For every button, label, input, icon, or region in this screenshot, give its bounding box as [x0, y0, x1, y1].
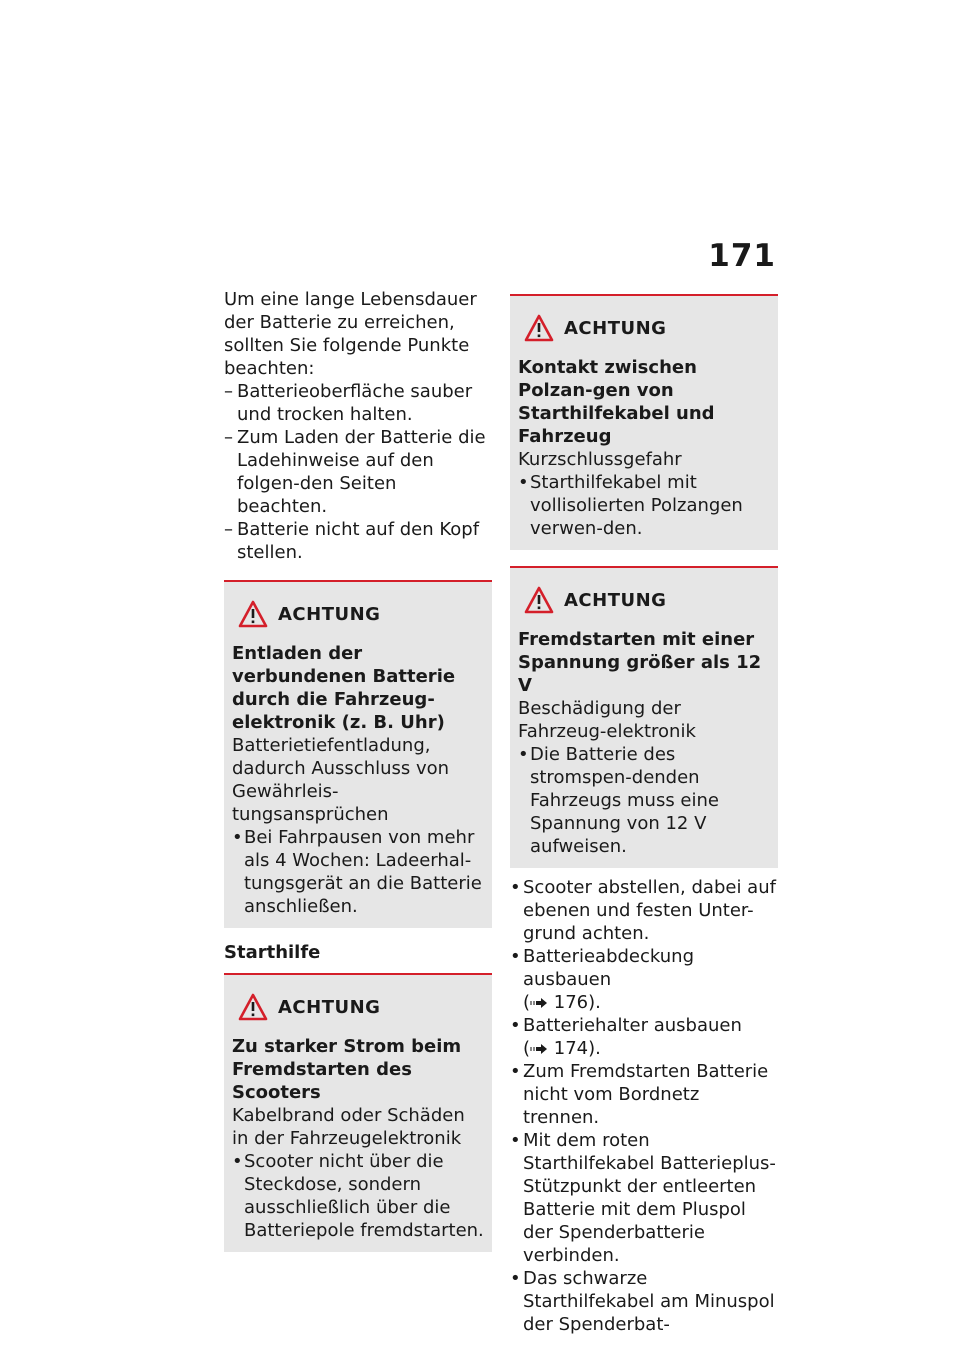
warning-triangle-icon [238, 600, 268, 628]
warning-box-battery-discharge [224, 580, 492, 928]
page-reference[interactable]: 174). [553, 1038, 601, 1059]
procedure-step [510, 1129, 778, 1267]
page-reference-arrow-icon [530, 1043, 548, 1055]
procedure-steps [510, 876, 778, 1336]
warning-box-voltage [510, 566, 778, 868]
warning-consequence: Kabelbrand oder Schäden in der Fahrzeugelektronik [232, 1105, 465, 1149]
warning-triangle-icon [524, 586, 554, 614]
procedure-step [510, 1267, 778, 1336]
warning-title: ACHTUNG [278, 603, 381, 625]
warning-measure: • Die Batterie des stromspen-denden Fahrzeugs muss eine Spannung von 12 V aufweisen. [518, 743, 770, 858]
warning-title: ACHTUNG [564, 317, 667, 339]
procedure-step [510, 1060, 778, 1129]
warning-header [234, 592, 484, 636]
step-text: Mit dem roten Starthilfekabel Batterieplus-Stützpunkt der entleerten Batterie mit dem Pluspol der Spenderbatterie verbinden. [523, 1130, 776, 1266]
intro-list [224, 380, 492, 564]
step-text: Batteriehalter ausbauen [523, 1015, 742, 1036]
warning-header [520, 578, 770, 622]
warning-consequence: Beschädigung der Fahrzeug-elektronik [518, 698, 696, 742]
warning-box-clamp-contact [510, 294, 778, 550]
warning-subject: Entladen der verbundenen Batterie durch die Fahrzeug-elektronik (z. B. Uhr) [232, 643, 456, 733]
warning-measures [518, 471, 770, 540]
warning-triangle-icon [524, 314, 554, 342]
page-reference-arrow-icon [530, 997, 548, 1009]
step-text: Das schwarze Starthilfekabel am Minuspol der Spenderbat- [523, 1268, 775, 1335]
warning-title: ACHTUNG [564, 589, 667, 611]
warning-measures [232, 826, 484, 918]
step-text: Batterieabdeckung ausbauen [523, 946, 695, 990]
warning-header [520, 306, 770, 350]
warning-measures [232, 1150, 484, 1242]
warning-consequence: Kurzschlussgefahr [518, 449, 682, 470]
right-column [510, 294, 778, 1336]
warning-box-excess-current [224, 973, 492, 1252]
warning-header [234, 985, 484, 1029]
procedure-step: • Batterieabdeckung ausbauen ( 176). [510, 945, 778, 1014]
warning-subject: Zu starker Strom beim Fremdstarten des Scooters [232, 1036, 462, 1103]
warning-title: ACHTUNG [278, 996, 381, 1018]
warning-triangle-icon [238, 993, 268, 1021]
step-text: Zum Fremdstarten Batterie nicht vom Bordnetz trennen. [523, 1061, 769, 1128]
page-reference[interactable]: 176). [553, 992, 601, 1013]
warning-measure: • Starthilfekabel mit vollisolierten Polzangen verwen-den. [518, 471, 770, 540]
page-number: 171 [708, 238, 776, 274]
procedure-step [510, 876, 778, 945]
warning-consequence: Batterietiefentladung, dadurch Ausschluss von Gewährleis-tungsansprüchen [232, 735, 450, 825]
intro-item: – Zum Laden der Batterie die Ladehinweise auf den folgen-den Seiten beachten. [224, 426, 492, 518]
intro-item: – Batterie nicht auf den Kopf stellen. [224, 518, 492, 564]
section-title-starthilfe: Starthilfe [224, 942, 321, 963]
intro-text: Um eine lange Lebensdauer der Batterie zu erreichen, sollten Sie folgende Punkte beachten: [224, 289, 477, 379]
procedure-step: • Batteriehalter ausbauen ( 174). [510, 1014, 778, 1060]
warning-measures [518, 743, 770, 858]
left-column [224, 288, 492, 1252]
warning-measure: • Scooter nicht über die Steckdose, sondern ausschließlich über die Batteriepole fremdstarten. [232, 1150, 484, 1242]
warning-subject: Fremdstarten mit einer Spannung größer als 12 V [518, 629, 762, 696]
warning-subject: Kontakt zwischen Polzan-gen von Starthilfekabel und Fahrzeug [518, 357, 715, 447]
step-text: Scooter abstellen, dabei auf ebenen und festen Unter-grund achten. [523, 877, 776, 944]
warning-measure: • Bei Fahrpausen von mehr als 4 Wochen: Ladeerhal-tungsgerät an die Batterie anschließen. [232, 826, 484, 918]
intro-item: – Batterieoberfläche sauber und trocken halten. [224, 380, 492, 426]
